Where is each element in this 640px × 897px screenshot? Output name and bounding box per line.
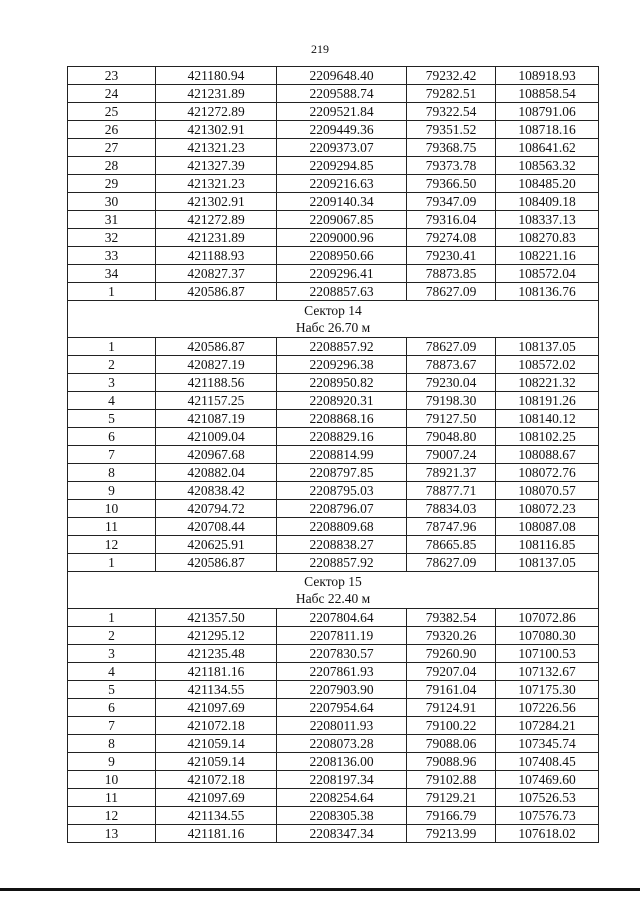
table-row (68, 67, 599, 85)
y-coordinate-cell: 2208197.34 (277, 771, 407, 789)
x-local-cell: 79048.80 (407, 428, 496, 446)
table-row (68, 681, 599, 699)
coordinates-table-body (68, 67, 599, 843)
x-coordinate-cell: 420827.37 (156, 265, 277, 283)
y-local-cell: 108221.32 (496, 374, 599, 392)
point-number-cell: 1 (68, 283, 156, 301)
x-coordinate-cell: 421327.39 (156, 157, 277, 175)
point-number-cell: 2 (68, 356, 156, 374)
point-number-cell: 11 (68, 518, 156, 536)
point-number-cell: 26 (68, 121, 156, 139)
x-coordinate-cell: 420838.42 (156, 482, 277, 500)
y-local-cell: 108409.18 (496, 193, 599, 211)
x-coordinate-cell: 421188.56 (156, 374, 277, 392)
y-local-cell: 107072.86 (496, 609, 599, 627)
x-coordinate-cell: 421231.89 (156, 229, 277, 247)
y-local-cell: 108137.05 (496, 554, 599, 572)
x-coordinate-cell: 420882.04 (156, 464, 277, 482)
x-local-cell: 78627.09 (407, 554, 496, 572)
y-local-cell: 107284.21 (496, 717, 599, 735)
table-row (68, 193, 599, 211)
x-coordinate-cell: 421134.55 (156, 807, 277, 825)
table-row (68, 645, 599, 663)
y-local-cell: 107226.56 (496, 699, 599, 717)
y-coordinate-cell: 2208838.27 (277, 536, 407, 554)
table-row (68, 771, 599, 789)
table-row (68, 663, 599, 681)
point-number-cell: 24 (68, 85, 156, 103)
y-coordinate-cell: 2207954.64 (277, 699, 407, 717)
table-row (68, 825, 599, 843)
y-local-cell: 108485.20 (496, 175, 599, 193)
x-local-cell: 79282.51 (407, 85, 496, 103)
x-local-cell: 79373.78 (407, 157, 496, 175)
x-local-cell: 79088.96 (407, 753, 496, 771)
point-number-cell: 8 (68, 735, 156, 753)
x-coordinate-cell: 421235.48 (156, 645, 277, 663)
y-local-cell: 108088.67 (496, 446, 599, 464)
point-number-cell: 3 (68, 645, 156, 663)
page-number: 219 (311, 42, 329, 56)
y-coordinate-cell: 2209216.63 (277, 175, 407, 193)
coordinates-table (67, 66, 599, 843)
x-coordinate-cell: 421181.16 (156, 825, 277, 843)
point-number-cell: 29 (68, 175, 156, 193)
y-coordinate-cell: 2208829.16 (277, 428, 407, 446)
point-number-cell: 25 (68, 103, 156, 121)
x-local-cell: 79382.54 (407, 609, 496, 627)
y-coordinate-cell: 2208011.93 (277, 717, 407, 735)
y-coordinate-cell: 2208254.64 (277, 789, 407, 807)
y-coordinate-cell: 2208857.92 (277, 338, 407, 356)
y-coordinate-cell: 2209521.84 (277, 103, 407, 121)
section-header-row (68, 572, 599, 609)
table-row (68, 482, 599, 500)
table-row (68, 789, 599, 807)
point-number-cell: 4 (68, 663, 156, 681)
x-local-cell: 79320.26 (407, 627, 496, 645)
y-local-cell: 107080.30 (496, 627, 599, 645)
x-local-cell: 79007.24 (407, 446, 496, 464)
x-local-cell: 79207.04 (407, 663, 496, 681)
x-coordinate-cell: 421059.14 (156, 735, 277, 753)
table-row (68, 374, 599, 392)
point-number-cell: 5 (68, 410, 156, 428)
x-local-cell: 79366.50 (407, 175, 496, 193)
y-local-cell: 108791.06 (496, 103, 599, 121)
x-coordinate-cell: 420827.19 (156, 356, 277, 374)
x-coordinate-cell: 421272.89 (156, 103, 277, 121)
y-local-cell: 108718.16 (496, 121, 599, 139)
y-local-cell: 108572.04 (496, 265, 599, 283)
point-number-cell: 33 (68, 247, 156, 265)
table-row (68, 338, 599, 356)
point-number-cell: 34 (68, 265, 156, 283)
y-coordinate-cell: 2207830.57 (277, 645, 407, 663)
x-coordinate-cell: 420586.87 (156, 338, 277, 356)
table-row (68, 121, 599, 139)
point-number-cell: 28 (68, 157, 156, 175)
x-local-cell: 79161.04 (407, 681, 496, 699)
y-coordinate-cell: 2209296.38 (277, 356, 407, 374)
y-local-cell: 108070.57 (496, 482, 599, 500)
x-local-cell: 79322.54 (407, 103, 496, 121)
x-coordinate-cell: 421321.23 (156, 175, 277, 193)
y-local-cell: 108116.85 (496, 536, 599, 554)
y-coordinate-cell: 2209588.74 (277, 85, 407, 103)
point-number-cell: 13 (68, 825, 156, 843)
x-coordinate-cell: 421357.50 (156, 609, 277, 627)
y-coordinate-cell: 2208347.34 (277, 825, 407, 843)
x-local-cell: 79230.04 (407, 374, 496, 392)
x-coordinate-cell: 421302.91 (156, 121, 277, 139)
y-coordinate-cell: 2208796.07 (277, 500, 407, 518)
section-height: Набс 26.70 м (295, 320, 371, 335)
x-coordinate-cell: 420586.87 (156, 554, 277, 572)
x-local-cell: 78627.09 (407, 338, 496, 356)
x-local-cell: 78873.67 (407, 356, 496, 374)
x-local-cell: 79351.52 (407, 121, 496, 139)
x-local-cell: 79124.91 (407, 699, 496, 717)
table-row (68, 446, 599, 464)
y-coordinate-cell: 2207903.90 (277, 681, 407, 699)
y-local-cell: 108087.08 (496, 518, 599, 536)
x-coordinate-cell: 421295.12 (156, 627, 277, 645)
x-coordinate-cell: 421072.18 (156, 717, 277, 735)
x-coordinate-cell: 420708.44 (156, 518, 277, 536)
point-number-cell: 12 (68, 536, 156, 554)
point-number-cell: 1 (68, 338, 156, 356)
y-local-cell: 107132.67 (496, 663, 599, 681)
x-coordinate-cell: 421321.23 (156, 139, 277, 157)
point-number-cell: 10 (68, 500, 156, 518)
y-coordinate-cell: 2209000.96 (277, 229, 407, 247)
y-local-cell: 108563.32 (496, 157, 599, 175)
y-local-cell: 108072.23 (496, 500, 599, 518)
table-row (68, 717, 599, 735)
x-coordinate-cell: 421188.93 (156, 247, 277, 265)
point-number-cell: 10 (68, 771, 156, 789)
x-local-cell: 79274.08 (407, 229, 496, 247)
y-coordinate-cell: 2207811.19 (277, 627, 407, 645)
table-row (68, 211, 599, 229)
section-header-cell (68, 572, 599, 609)
point-number-cell: 27 (68, 139, 156, 157)
section-header-cell (68, 301, 599, 338)
point-number-cell: 32 (68, 229, 156, 247)
point-number-cell: 1 (68, 554, 156, 572)
x-local-cell: 78873.85 (407, 265, 496, 283)
table-row (68, 536, 599, 554)
table-row (68, 157, 599, 175)
x-coordinate-cell: 421097.69 (156, 699, 277, 717)
point-number-cell: 9 (68, 753, 156, 771)
y-coordinate-cell: 2208950.82 (277, 374, 407, 392)
y-local-cell: 108270.83 (496, 229, 599, 247)
y-coordinate-cell: 2209296.41 (277, 265, 407, 283)
x-coordinate-cell: 421180.94 (156, 67, 277, 85)
x-local-cell: 79166.79 (407, 807, 496, 825)
table-row (68, 85, 599, 103)
y-coordinate-cell: 2209140.34 (277, 193, 407, 211)
x-local-cell: 79102.88 (407, 771, 496, 789)
y-local-cell: 108072.76 (496, 464, 599, 482)
y-coordinate-cell: 2209067.85 (277, 211, 407, 229)
table-row (68, 735, 599, 753)
y-local-cell: 107618.02 (496, 825, 599, 843)
table-row (68, 609, 599, 627)
y-local-cell: 107576.73 (496, 807, 599, 825)
y-local-cell: 108140.12 (496, 410, 599, 428)
y-local-cell: 107526.53 (496, 789, 599, 807)
x-coordinate-cell: 421272.89 (156, 211, 277, 229)
x-coordinate-cell: 420794.72 (156, 500, 277, 518)
point-number-cell: 4 (68, 392, 156, 410)
table-row (68, 247, 599, 265)
x-coordinate-cell: 420967.68 (156, 446, 277, 464)
section-title: Сектор 15 (304, 574, 362, 589)
x-local-cell: 79260.90 (407, 645, 496, 663)
x-local-cell: 79368.75 (407, 139, 496, 157)
table-row (68, 699, 599, 717)
x-coordinate-cell: 420586.87 (156, 283, 277, 301)
table-row (68, 265, 599, 283)
table-row (68, 428, 599, 446)
y-coordinate-cell: 2208814.99 (277, 446, 407, 464)
y-local-cell: 107408.45 (496, 753, 599, 771)
y-coordinate-cell: 2208073.28 (277, 735, 407, 753)
table-row (68, 229, 599, 247)
x-local-cell: 79316.04 (407, 211, 496, 229)
x-local-cell: 79232.42 (407, 67, 496, 85)
y-coordinate-cell: 2208920.31 (277, 392, 407, 410)
x-coordinate-cell: 420625.91 (156, 536, 277, 554)
y-local-cell: 108221.16 (496, 247, 599, 265)
point-number-cell: 23 (68, 67, 156, 85)
y-coordinate-cell: 2207804.64 (277, 609, 407, 627)
y-coordinate-cell: 2208950.66 (277, 247, 407, 265)
x-coordinate-cell: 421134.55 (156, 681, 277, 699)
x-local-cell: 78665.85 (407, 536, 496, 554)
x-local-cell: 79127.50 (407, 410, 496, 428)
y-local-cell: 108191.26 (496, 392, 599, 410)
point-number-cell: 3 (68, 374, 156, 392)
table-row (68, 410, 599, 428)
point-number-cell: 8 (68, 464, 156, 482)
point-number-cell: 1 (68, 609, 156, 627)
x-local-cell: 79347.09 (407, 193, 496, 211)
table-row (68, 627, 599, 645)
table-row (68, 139, 599, 157)
x-local-cell: 78834.03 (407, 500, 496, 518)
section-height: Набс 22.40 м (295, 591, 371, 606)
table-row (68, 283, 599, 301)
x-coordinate-cell: 421009.04 (156, 428, 277, 446)
x-local-cell: 78747.96 (407, 518, 496, 536)
y-coordinate-cell: 2209373.07 (277, 139, 407, 157)
y-coordinate-cell: 2208857.63 (277, 283, 407, 301)
y-local-cell: 108137.05 (496, 338, 599, 356)
x-local-cell: 79198.30 (407, 392, 496, 410)
point-number-cell: 6 (68, 428, 156, 446)
x-coordinate-cell: 421157.25 (156, 392, 277, 410)
y-coordinate-cell: 2209294.85 (277, 157, 407, 175)
point-number-cell: 30 (68, 193, 156, 211)
y-coordinate-cell: 2208797.85 (277, 464, 407, 482)
table-row (68, 103, 599, 121)
table-row (68, 464, 599, 482)
x-coordinate-cell: 421097.69 (156, 789, 277, 807)
x-coordinate-cell: 421231.89 (156, 85, 277, 103)
y-local-cell: 107469.60 (496, 771, 599, 789)
scan-bottom-edge (0, 888, 640, 891)
point-number-cell: 11 (68, 789, 156, 807)
x-local-cell: 79230.41 (407, 247, 496, 265)
x-local-cell: 79088.06 (407, 735, 496, 753)
y-local-cell: 108858.54 (496, 85, 599, 103)
x-coordinate-cell: 421302.91 (156, 193, 277, 211)
y-local-cell: 108337.13 (496, 211, 599, 229)
x-local-cell: 79213.99 (407, 825, 496, 843)
y-local-cell: 108918.93 (496, 67, 599, 85)
point-number-cell: 7 (68, 446, 156, 464)
y-coordinate-cell: 2208795.03 (277, 482, 407, 500)
y-local-cell: 108102.25 (496, 428, 599, 446)
table-row (68, 753, 599, 771)
y-coordinate-cell: 2208809.68 (277, 518, 407, 536)
section-title: Сектор 14 (304, 303, 362, 318)
x-coordinate-cell: 421072.18 (156, 771, 277, 789)
table-row (68, 356, 599, 374)
y-local-cell: 108572.02 (496, 356, 599, 374)
y-local-cell: 107345.74 (496, 735, 599, 753)
x-local-cell: 79100.22 (407, 717, 496, 735)
y-local-cell: 107100.53 (496, 645, 599, 663)
y-coordinate-cell: 2209449.36 (277, 121, 407, 139)
table-row (68, 554, 599, 572)
y-local-cell: 108641.62 (496, 139, 599, 157)
table-row (68, 807, 599, 825)
x-coordinate-cell: 421181.16 (156, 663, 277, 681)
x-local-cell: 78877.71 (407, 482, 496, 500)
y-coordinate-cell: 2208857.92 (277, 554, 407, 572)
x-local-cell: 79129.21 (407, 789, 496, 807)
table-row (68, 392, 599, 410)
point-number-cell: 9 (68, 482, 156, 500)
y-local-cell: 107175.30 (496, 681, 599, 699)
point-number-cell: 31 (68, 211, 156, 229)
point-number-cell: 5 (68, 681, 156, 699)
x-coordinate-cell: 421059.14 (156, 753, 277, 771)
point-number-cell: 6 (68, 699, 156, 717)
x-coordinate-cell: 421087.19 (156, 410, 277, 428)
y-coordinate-cell: 2208868.16 (277, 410, 407, 428)
table-row (68, 500, 599, 518)
y-local-cell: 108136.76 (496, 283, 599, 301)
table-row (68, 518, 599, 536)
y-coordinate-cell: 2208136.00 (277, 753, 407, 771)
point-number-cell: 12 (68, 807, 156, 825)
x-local-cell: 78627.09 (407, 283, 496, 301)
x-local-cell: 78921.37 (407, 464, 496, 482)
point-number-cell: 7 (68, 717, 156, 735)
y-coordinate-cell: 2207861.93 (277, 663, 407, 681)
section-header-row (68, 301, 599, 338)
point-number-cell: 2 (68, 627, 156, 645)
table-row (68, 175, 599, 193)
y-coordinate-cell: 2209648.40 (277, 67, 407, 85)
y-coordinate-cell: 2208305.38 (277, 807, 407, 825)
